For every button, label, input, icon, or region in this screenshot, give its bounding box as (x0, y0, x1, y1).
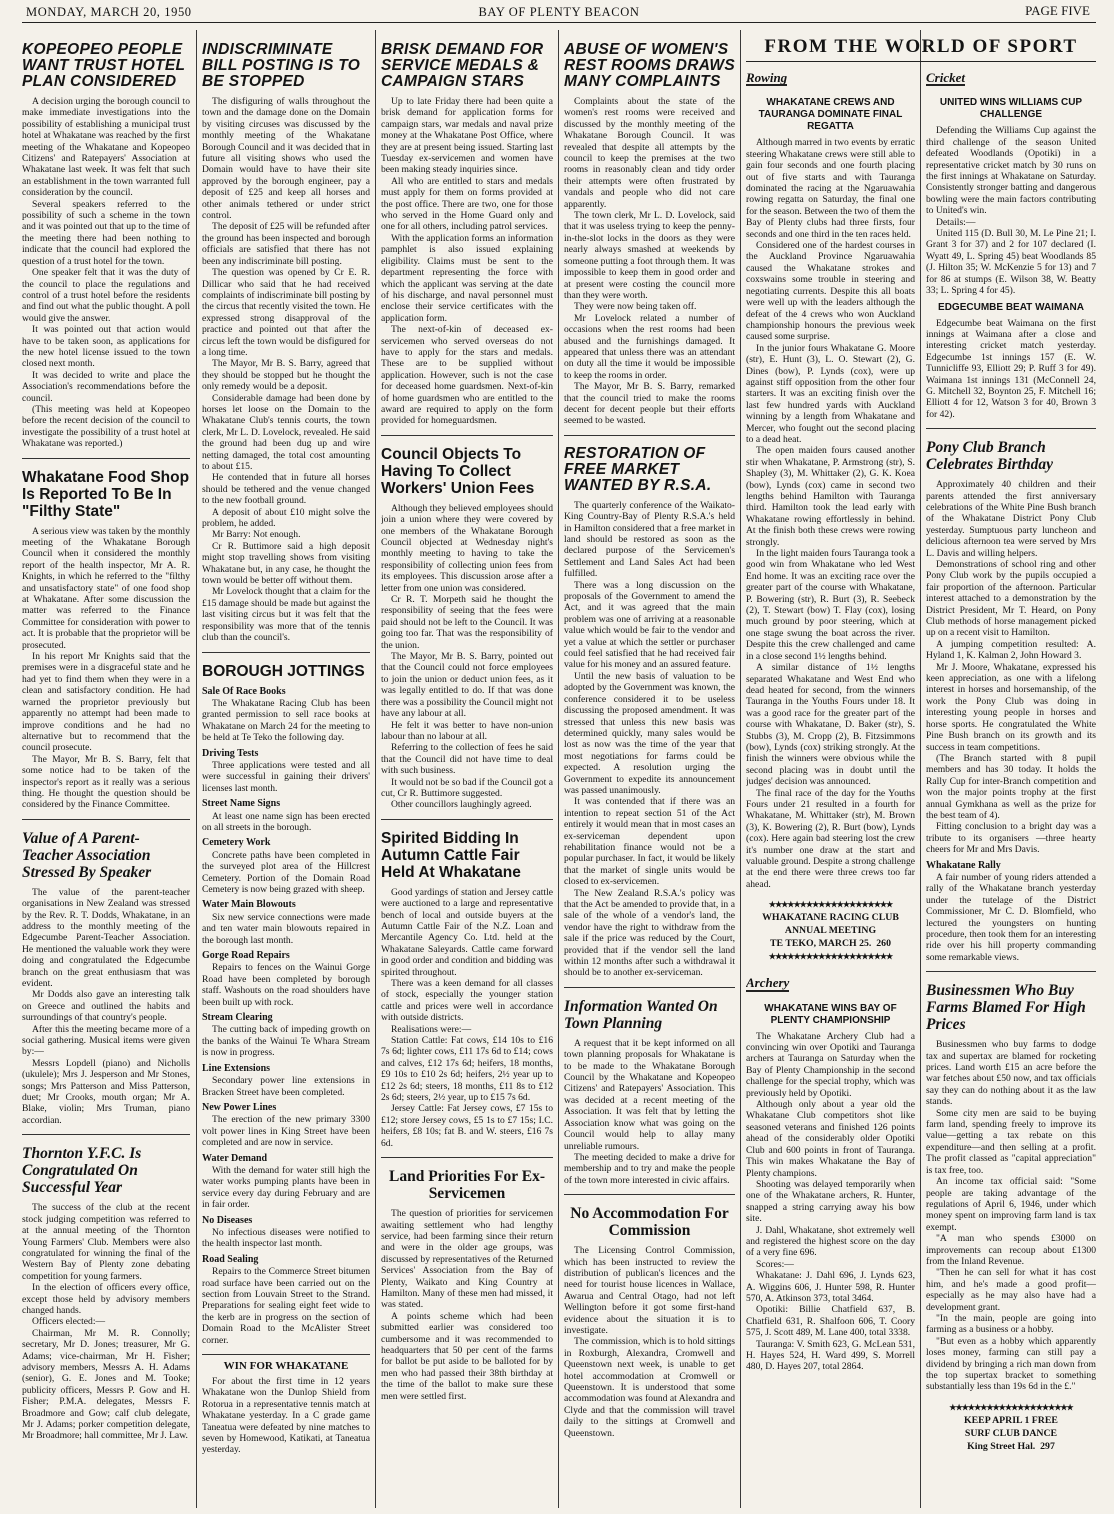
headline-williams-cup: UNITED WINS WILLIAMS CUP CHALLENGE (939, 97, 1083, 121)
divider (564, 435, 735, 436)
article-paragraph: "Then he can sell for what it has cost him, and he's made a good profit—especially as he may also have had a development grant. (926, 1267, 1096, 1313)
article-paragraph: A request that it be kept informed on all town planning proposals for Whakatane is to be made to the Whakatane Borough Council by the Whakatane and Kopeopeo Citizens' and Ratepayers' Association. This was decided at a recent meeting of the Association. It was felt that by letting the Association know what was going on the Council would help to allay many unreliable rumours. (564, 1037, 735, 1152)
advert-line: KEEP APRIL 1 FREE (964, 1414, 1058, 1426)
subhead: Sale Of Race Books (202, 685, 286, 697)
article-paragraph: Some city men are said to be buying farm land, spending freely to improve its value—getting a tax rebate on this expenditure—and then selling at a profit. The profit classed as "capital appreciation" is tax free, too. (926, 1107, 1096, 1176)
ornament-stars: ★★★★★★★★★★★★★★★★★★★★ (768, 952, 893, 962)
divider (202, 652, 370, 653)
article-paragraph: The quarterly conference of the Waikato-King Country-Bay of Plenty R.S.A.'s held in Hamilton considered that a free market in land should be restored as soon as the declared purpose of the Servicemen's Settlement and Land Sales Act had been fulfilled. (564, 499, 735, 580)
article-paragraph: The deposit of £25 will be refunded after the ground has been inspected and borough officials are satisfied that there has not been any indiscriminate bill posting. (202, 221, 370, 267)
subhead: Cemetery Work (202, 837, 271, 849)
ornament-stars: ★★★★★★★★★★★★★★★★★★★★ (768, 900, 893, 910)
headline-borough-jottings: BOROUGH JOTTINGS (202, 662, 365, 680)
article-paragraph: The Mayor, Mr B. S. Barry, remarked that the council tried to make the rooms decent for decent people but their efforts seemed to be wasted. (564, 381, 735, 427)
article-paragraph: (The Branch started with 8 pupil members and has 30 today. It holds the Rally Cup for inter-Branch competition and won the major points trophy at the first annual Gymkhana as well as the prize for the best team of 4). (926, 752, 1096, 821)
headline-pony-club: Pony Club Branch Celebrates Birthday (926, 439, 1054, 474)
section-rowing: Rowing (746, 70, 788, 85)
article-paragraph: J. Dahl, Whakatane, shot extremely well and registered the highest score on the day of a very fine 696. (746, 1224, 915, 1259)
article-paragraph: (This meeting was held at Kopeopeo before the recent decision of the council to investigate the possibility of a trust hotel at Whakatane was reported.) (22, 403, 190, 450)
article-paragraph: A similar distance of 1½ lengths separated Whakatane and West End who dead heated for second, from the winners Tauranga in the Youths Fours under 18. It was a good race for the greater part of the course with Whakatane, D. Baker (str), S. Stubbs (3), M. Cropp (2), B. Fitzsimmons (bow), Lynds (cox) striking strongly. At the finish the winners were obvious while the second placing was in doubt until the judges' decision was announced. (746, 662, 915, 788)
advert-line: WHAKATANE RACING CLUB (762, 912, 899, 924)
article-paragraph: There was a long discussion on the proposals of the Government to amend the Act, and it was agreed that the main problem was one of arriving at a reasonable value which would be fair to the vendor and yet a value at which the settler or purchaser could feel satisfied that he had received fair value for his money and an assured feature. (564, 579, 735, 671)
headline-parent-teacher: Value of A Parent-Teacher Association Stressed By Speaker (22, 829, 152, 881)
article-paragraph: In his report Mr Knights said that the premises were in a disgraceful state and he had yet to find them when they were in a clean and satisfactory condition. He had warned the proprietor previously but apparently no attempt had been made to improve conditions and he had no alternative but to recommend that the council prosecute. (22, 651, 190, 754)
article-paragraph: In the light maiden fours Tauranga took a good win from Whakatane who led West End home. It was an exciting race over the greater part of the course with Whakatane, P. Bowering (str), R. Burt (3), R. Seebeck (2), T. Stewart (bow) T. Flay (cox), losing much ground by poor steering, which at one stage swung the boat across the river. Despite this the crew challenged and came in a close second 1½ lengths behind. (746, 548, 915, 662)
advert-line: SURF CLUB DANCE (964, 1427, 1058, 1439)
article-paragraph: Messrs Lopdell (piano) and Nicholls (ukulele); Mrs J. Jesperson and Mr Stones, songs; Mrs Patterson and Miss Patterson, duet; Mr Crooks, mouth organ; Mr A. Blake, violin; Mrs Truman, piano accordian. (22, 1057, 190, 1126)
article-paragraph: Three applications were tested and all were successful in gaining their drivers' licenses last month. (202, 759, 370, 794)
subhead: Water Main Blowouts (202, 899, 296, 911)
subhead: No Diseases (202, 1214, 253, 1226)
article-paragraph: Fitting conclusion to a bright day was a tribute to its organisers —three hearty cheers for Mr and Mrs Davis. (926, 821, 1096, 856)
racing-club-advert (746, 898, 915, 963)
article-paragraph: It was pointed out that action would have to be taken soon, as applications for the new hotel license issued to the town closed next month. (22, 324, 190, 370)
column-rule (920, 30, 921, 1508)
article-paragraph: "In the main, people are going into farming as a business or a hobby. (926, 1312, 1096, 1336)
article-paragraph: A jumping competition resulted: A. Hyland 1, K. Kalman 2, John Howard 3. (926, 638, 1096, 662)
article-paragraph: Several speakers referred to the possibility of such a scheme in the town and it was pointed out that up to the time of the meeting there had been nothing to indicate that the council had explored the question of a trust hotel for the town. (22, 198, 190, 267)
surf-club-advert (926, 1401, 1096, 1453)
column-rule (196, 30, 197, 1508)
article-paragraph: Considered one of the hardest courses in the Auckland Province Ngaruawahia caused the Whakatane strokes and coxswains some trouble in steering and negotiating currents. Despite this all boats were well up with the leaders although the defeat of the 4 crews who won Auckland championship honours the previous week caused some surprise. (746, 240, 915, 343)
subhead: Water Demand (202, 1152, 268, 1164)
article-paragraph: Repairs to the Commerce Street bitumen road surface have been carried out on the section from Louvain Street to the Strand. Preparations for sealing eight feet wide to the kerb are in progress on the section of Domain Road to the McAlister Street corner. (202, 1266, 370, 1346)
article-paragraph: "A man who spends £3000 on improvements can recoup about £1300 from the Inland Revenue. (926, 1233, 1096, 1267)
article-paragraph: It was contended that if there was an intention to repeat section 51 of the Act entirely it would mean that in most cases an ex-serviceman dependent upon rehabilitation finance would not be a popular purchaser. In fact, it would be likely that the market of single units would be closed to ex-servicemen. (564, 796, 735, 888)
article-paragraph: Defending the Williams Cup against the third challenge of the season United defeated Woodlands (Opotiki) in a representative cricket match by 30 runs on the first innings at Whakatane on Saturday. Consistently stronger batting and dangerous bowling were the main factors contributing to United's win. (926, 125, 1096, 217)
article-paragraph: The cutting back of impeding growth on the banks of the Wainui Te Whara Stream is now in progress. (202, 1024, 370, 1059)
article-paragraph: Details:— (936, 216, 976, 228)
article-paragraph: The question of priorities for servicemen awaiting settlement who had lengthy service, had been farming since their return and were in the older age groups, was discussed by representatives of the Returned Services' Association from the Bay of Plenty, Waikato and King Country at Hamilton. Many of these men had missed, it was stated. (381, 1208, 553, 1311)
divider (202, 1354, 370, 1355)
article-paragraph: "But even as a hobby which apparently loses money, farming can still pay a dividend by bringing a rich man down from the top supertax bracket to something substantially less than 19s 6d in the £." (926, 1335, 1096, 1393)
headline-thornton-yfc: Thornton Y.F.C. Is Congratulated On Successful Year (22, 1145, 142, 1197)
divider (564, 1194, 735, 1195)
article-paragraph: United 115 (D. Bull 30, M. Le Pine 21; I. Grant 3 for 37) and 2 for 107 declared (I. Wyatt 49, L. Spring 45) beat Woodlands 85 (J. Hilton 35; W. McKenzie 5 for 13) and 7 for 86 at stumps (E. Wilson 38, W. Beatty 33; L. Spring 4 for 45). (926, 228, 1096, 297)
article-paragraph: At least one name sign has been erected on all streets in the borough. (202, 810, 370, 833)
column-1 (22, 30, 190, 1510)
article-paragraph: The Mayor, Mr B. S. Barry, pointed out that the Council could not force employees to join the union or deduct union fees, as it was legally entitled to do. If that was done there was a possibility the Council might not have any labour at all. (381, 651, 553, 720)
advert-number: 297 (1040, 1440, 1055, 1452)
article-paragraph: A fair number of young riders attended a rally of the Whakatane branch yesterday under the tutelage of the District Commissioner, Mr C. D. Blomfield, who lectured the youngsters on hunting procedure, then took them for an interesting ride over his hill property commanding some remarkable views. (926, 871, 1096, 963)
headline-union-fees: Council Objects To Having To Collect Workers' Union Fees (381, 445, 535, 497)
subhead: Gorge Road Repairs (202, 950, 290, 962)
subhead: Stream Clearing (202, 1012, 273, 1024)
article-paragraph: A decision urging the borough council to make immediate investigations into the possibility of establishing a municipal trust hotel at Whakatane was reached by the first meeting of the Whakatane and Kopeopeo Citizens' and Ratepayers' Association at Whakatane last week. It was felt that such an establishment in the town warranted full consideration by the council. (22, 96, 190, 199)
article-paragraph: The final race of the day for the Youths Fours under 21 resulted in a fourth for Whakatane, M. Whittaker (str), M. Brown (3), K. Bowering (2), R. Burt (bow), Lynds (cox). Here again bad steering lost the crew it's number one draw at the start and valuable ground. Despite a strong challenge at the end there were three crews too far ahead. (746, 787, 915, 890)
divider (22, 819, 190, 820)
column-6 (926, 66, 1096, 1510)
article-paragraph: There was a keen demand for all classes of stock, especially the younger station cattle and prices were well in accordance with outside districts. (381, 978, 553, 1024)
column-5 (746, 66, 915, 1510)
divider (381, 819, 553, 820)
column-2 (202, 30, 370, 1510)
article-paragraph: No infectious diseases were notified to the health inspector last month. (202, 1226, 370, 1250)
article-paragraph: Jersey Cattle: Fat Jersey cows, £7 15s to £12; store Jersey cows, £5 1s to £7 15s; I.C. heifers, £8 10s; fat B. and W. steers, £16 7s 6d. (381, 1103, 553, 1149)
subhead: Driving Tests (202, 747, 259, 759)
article-paragraph: Whakatane: J. Dahl 696, J. Lynds 623, A. Wiggins 606, J. Hunter 598, R. Hunter 570, A. Atkinson 373, total 3464. (746, 1270, 915, 1304)
article-paragraph: One speaker felt that it was the duty of the council to place the regulations and control of a trust hotel before the residents and find out what the public thought. A poll would give the answer. (22, 267, 190, 324)
sport-banner-title: FROM THE WORLD OF SPORT (764, 36, 1078, 57)
article-paragraph: With the application forms an information pamphlet is also issued explaining eligibility. Claims must be sent to the department representing the force with which the applicant was serving at the date of his discharge, and naval personnel must enclose their service certificates with the application form. (381, 232, 553, 324)
article-paragraph: Edgecumbe beat Waimana on the first innings at Waimana after a close and interesting cricket match yesterday. Edgecumbe 1st innings 157 (E. W. Tunnicliffe 93, Elliott 29; P. Ruff 3 for 49). Waimana 1st innings 131 (McConnell 24, G. Mitchell 32, Boynton 25, F. Mitchell 16; Elliott 4 for 12, Watson 3 for 40, Brown 3 for 42). (926, 317, 1096, 420)
headline-service-medals: BRISK DEMAND FOR SERVICE MEDALS & CAMPAIGN STARS (381, 41, 544, 90)
article-paragraph: For about the first time in 12 years Whakatane won the Dunlop Shield from Rotorua in a representative tennis match at Whakatane yesterday. In a C grade game Taneatua were defeated by nine matches to seven by Homewood, Katikati, at Taneatua yesterday. (202, 1376, 370, 1456)
article-paragraph: The open maiden fours caused another stir when Whakatane, P. Armstrong (str), S. Shapley (3), M. Whittaker (2), G. K. Koea (bow), Lynds (cox) came in second two lengths behind Hamilton with Tauranga third. Hamilton took the lead early with Whakatane rowing effortlessly in behind. At the finish both these crews were rowing strongly. (746, 445, 915, 548)
article-paragraph: The value of the parent-teacher organisations in New Zealand was stressed by the Rev. R. T. Dodds, Whakatane, in an address to the monthly meeting of the Edgecumbe Parent-Teacher Association. He mentioned the valuable work they were doing and congratulated the Edgecumbe branch on the great enthusiasm that was evident. (22, 886, 190, 989)
headline-rest-rooms: ABUSE OF WOMEN'S REST ROOMS DRAWS MANY COMPLAINTS (564, 41, 735, 90)
article-paragraph: The Mayor, Mr B. S. Barry, agreed that they should be stopped but he thought the only remedy would be a deposit. (202, 358, 370, 393)
headline-no-accommodation: No Accommodation For Commission (570, 1205, 729, 1240)
column-rule (740, 30, 741, 1508)
article-paragraph: After this the meeting became more of a social gathering. Musical items were given by:— (22, 1023, 190, 1058)
headline-rowing-regatta: WHAKATANE CREWS AND TAURANGA DOMINATE FINAL REGATTA (758, 97, 903, 133)
subhead: Line Extensions (202, 1062, 271, 1074)
article-paragraph: The erection of the new primary 3300 volt power lines in King Street have been completed and are now in service. (202, 1114, 370, 1149)
article-paragraph: The Mayor, Mr B. S. Barry, felt that some notice had to be taken of the inspector's report as it really was a serious thing. He thought the question should be considered by the Finance Committee. (22, 753, 190, 811)
article-paragraph: A serious view was taken by the monthly meeting of the Whakatane Borough Council when it considered the monthly report of the health inspector, Mr A. R. Knights, in which he referred to the "filthy and unsatisfactory state" of one food shop at Whakatane. After some discussion the matter was referred to the Finance Committee for consideration with power to act. It is probable that the proprietor will be prosecuted. (22, 525, 190, 651)
article-paragraph: Good yardings of station and Jersey cattle were auctioned to a large and representative bench of local and outside buyers at the Autumn Cattle Fair of the N.Z. Loan and Mercantile Agency Co. Ltd. held at the Whakatane Saleyards. Cattle came forward in good order and condition and bidding was spirited throughout. (381, 886, 553, 978)
article-paragraph: Mr Lovelock thought that a claim for the £15 damage should be made but against the last visiting circus but it was felt that the responsibility was more that of the tennis club than the council's. (202, 586, 370, 644)
article-paragraph: He felt it was better to have non-union labour than no labour at all. (381, 719, 553, 742)
article-paragraph: Chairman, Mr M. R. Connolly; secretary, Mr D. Jones; treasurer, Mr G. Adams; vice-chairman, Mr H. Fisher; advisory members, Messrs A. H. Adams (senior), G. E. Jones and M. Tooke; publicity officers, Messrs P. Gow and H. Fisher; P.M.A. delegates, Messrs F. Broadmore and Gow; calf club delegate, Mr J. Adams; porker competition delegate, Mr Broadmore; hall committee, Mr J. Law. (22, 1327, 190, 1442)
article-paragraph: Tauranga: V. Smith 623, G. McLean 531, H. Hayes 524, H. Ward 499, S. Morrell 480, D. Hayes 207, total 2864. (746, 1338, 915, 1373)
headline-edgecumbe: EDGECUMBE BEAT WAIMANA (938, 301, 1084, 313)
divider (564, 987, 735, 988)
article-paragraph: The meeting decided to make a drive for membership and to try and make the people of the town more interested in civic affairs. (564, 1151, 735, 1186)
section-cricket: Cricket (926, 70, 965, 85)
article-paragraph: With the demand for water still high the water works pumping plants have been in service every day during February and are in fair order. (202, 1164, 370, 1211)
article-paragraph: Complaints about the state of the women's rest rooms were received and discussed by the monthly meeting of the Whakatane Borough Council. It was revealed that despite all attempts by the council to keep the premises at the two rooms in reasonably clean and tidy order their attempts were often frustrated by vandals and people who did not care apparently. (564, 96, 735, 210)
article-paragraph: Repairs to fences on the Wainui Gorge Road have been completed by borough staff. Washouts on the road shoulders have been built up with rock. (202, 962, 370, 1008)
paper-name: BAY OF PLENTY BEACON (478, 5, 640, 19)
subhead: New Power Lines (202, 1101, 277, 1113)
article-paragraph: All who are entitled to stars and medals must apply for them on forms provided at the post office. There are two, one for those who served in the Home Guard only and one for all others, including patrol services. (381, 175, 553, 233)
article-paragraph: The next-of-kin of deceased ex-servicemen who served overseas do not have to apply for the stars and medals. These are to be supplied without application. However, such is not the case for deceased home guardsmen. Next-of-kin of home guardsmen who are entitled to the award are required to apply on the form provided for homeguardsmen. (381, 324, 553, 427)
article-paragraph: Officers elected:— (32, 1316, 106, 1328)
article-paragraph: A points scheme which had been submitted earlier was considered too cumbersome and it was recommended to headquarters that 50 per cent of the farms for ballot be put aside to be balloted for by men who had passed their 38th birthday at the time of the ballot to make sure these men were settled first. (381, 1310, 553, 1402)
masthead (22, 0, 1096, 23)
article-paragraph: In the election of officers every office, except those held by advisory members changed hands. (22, 1282, 190, 1316)
article-paragraph: Shooting was delayed temporarily when one of the Whakatane archers, R. Hunter, snapped a string carrying away his bow site. (746, 1178, 915, 1225)
headline-free-market: RESTORATION OF FREE MARKET WANTED BY R.S.A. (564, 444, 712, 494)
article-paragraph: Considerable damage had been done by horses let loose on the Domain to the Whakatane Club's tennis courts, the town clerk, Mr L. D. Lovelock, revealed. He said the ground had been dug up and wire netting damaged, the total cost amounting to about £15. (202, 392, 370, 472)
column-rule (558, 30, 559, 1508)
article-paragraph: Mr Barry: Not enough. (212, 529, 301, 541)
headline-trust-hotel: KOPEOPEO PEOPLE WANT TRUST HOTEL PLAN CONSIDERED (22, 41, 185, 90)
article-paragraph: Station Cattle: Fat cows, £14 10s to £16 7s 6d; lighter cows, £11 17s 6d to £14; cows and calves, £12 17s 6d; heifers, 18 months, £9 10s to £10 2s 6d; heifers, 2½ year up to £12 2s 6d; steers, 18 months, £11 8s to £12 2s 6d; steers, 2½ year, up to £15 7s 6d. (381, 1035, 553, 1104)
article-paragraph: The commission, which is to hold sittings in Roxburgh, Alexandra, Cromwell and Queenstown next week, is unable to get hotel accommodation at Cromwell or Queenstown. It is understood that some accommodation was found at Alexandra and Clyde and that the commission will travel daily to the sittings at Cromwell and Queenstown. (564, 1336, 735, 1439)
advert-line: King Street Hal. (967, 1440, 1036, 1452)
article-paragraph: The New Zealand R.S.A.'s policy was that the Act be amended to provide that, in a sale of the whole of a vendor's land, the vendor have the right to withdraw from the sale if the price was reduced by the Court, provided that if the vendor sell the land within 12 months after such a withdrawal it should be to another ex-serviceman. (564, 887, 735, 979)
article-paragraph: Secondary power line extensions in Bracken Street have been completed. (202, 1075, 370, 1098)
article-paragraph: Up to late Friday there had been quite a brisk demand for application forms for campaign stars, war medals and naval prize money at the Whakatane Post Office, where they are at present being issued. Starting last Tuesday ex-servicemen and women have been making steady inquiries since. (381, 96, 553, 176)
article-paragraph: An income tax official said: "Some people are taking advantage of the regulations of April 6, 1946, under which money spent on improving farm land is tax exempt. (926, 1176, 1096, 1233)
column-3 (381, 30, 553, 1510)
issue-date: MONDAY, MARCH 20, 1950 (26, 5, 192, 19)
section-archery: Archery (746, 975, 790, 991)
article-paragraph: He contended that in future all horses should be tethered and the venue changed to the new football ground. (202, 472, 370, 507)
subhead: Road Sealing (202, 1253, 259, 1265)
article-paragraph: The town clerk, Mr L. D. Lovelock, said that it was useless trying to keep the penny-in-the-slot locks in the doors as they were nearly always smashed at weekends by someone putting a foot through them. It was impossible to keep them in good order and at present were costing the council more than they were worth. (564, 210, 735, 301)
article-paragraph: Approximately 40 children and their parents attended the first anniversary celebrations of the White Pine Bush branch of the Whakatane District Pony Club yesterday. Sumptuous party luncheon and delicious afternoon tea were served by Mrs L. Davis and willing helpers. (926, 479, 1096, 559)
headline-land-priorities: Land Priorities For Ex-Servicemen (389, 1168, 545, 1203)
article-paragraph: Mr Lovelock related a number of occasions when the rest rooms had been abused and the furnishings damaged. It appeared that unless there was an attendant on duty all the time it would be impossible to keep the rooms in order. (564, 312, 735, 381)
article-paragraph: Six new service connections were made and ten water main blowouts repaired in the borough last month. (202, 911, 370, 946)
headline-cattle-fair: Spirited Bidding In Autumn Cattle Fair Held At Whakatane (381, 829, 521, 881)
divider (926, 428, 1096, 429)
article-paragraph: Scores:— (756, 1258, 794, 1270)
divider (22, 1134, 190, 1135)
article-paragraph: The success of the club at the recent stock judging competition was referred to at the annual meeting of the Thornton Young Farmers' Club. Members were also congratulated for winning the final of the Western Bay of Plenty zone debating competition for young farmers. (22, 1202, 190, 1282)
article-paragraph: Cr R. T. Morpeth said he thought the responsibility of seeing that the fees were paid should not be left to the Council. It was going too far. That was the responsibility of the union. (381, 594, 553, 651)
subhead: Street Name Signs (202, 798, 281, 810)
article-paragraph: Other councillors laughingly agreed. (391, 799, 532, 811)
article-paragraph: They were now being taken off. (574, 301, 697, 313)
article-paragraph: It was decided to write and place the Association's recommendations before the council. (22, 369, 190, 404)
advert-line: ANNUAL MEETING (784, 925, 877, 937)
divider (381, 435, 553, 436)
article-paragraph: Referring to the collection of fees he said that the Council did not have time to deal with such business. (381, 742, 553, 777)
subhead: Whakatane Rally (926, 859, 1001, 871)
article-paragraph: It would not be so bad if the Council got a cut, Cr R. Buttimore suggested. (381, 776, 553, 799)
article-paragraph: The Licensing Control Commission, which has been instructed to review the distribution of publican's licences and the need for tourist house licences in Wallace, Awarua and Central Otago, had not left Wellington before it got some first-hand evidence about the situation it is to investigate. (564, 1245, 735, 1336)
article-paragraph: Although they believed employees should join a union where they were covered by one members of the Whakatane Borough Council objected at Wednesday night's monthly meeting to having to take the responsibility of collecting union fees from its employees. This discussion arose after a letter from one union was considered. (381, 502, 553, 594)
article-paragraph: The disfiguring of walls throughout the town and the damage done on the Domain by visiting circuses was discussed by the monthly meeting of the Whakatane Borough Council and it was decided that in future all visiting shows who used the Domain would have to have their site approved by the borough engineer, pay a deposit of £25 and keep all horses and other animals tethered or under strict control. (202, 96, 370, 222)
article-paragraph: Realisations were:— (391, 1023, 472, 1035)
advert-number: 260 (876, 938, 891, 950)
ornament-stars: ★★★★★★★★★★★★★★★★★★★★ (949, 1402, 1073, 1412)
article-paragraph: Until the new basis of valuation to be adopted by the Government was known, the conference considered it to be useless discussing the proposed amendment. It was stressed that unless this new basis was determined quickly, many sales would be lost as now was the time of the year that most negotiations for farms could be expected. A resolution urging the Government to expedite its announcement was passed unanimously. (564, 670, 735, 796)
column-rule (375, 30, 376, 1508)
headline-archery: WHAKATANE WINS BAY OF PLENTY CHAMPIONSHIP (764, 1002, 897, 1026)
sport-banner (746, 36, 1096, 62)
page-number: PAGE FIVE (1025, 3, 1090, 18)
article-paragraph: Although only about a year old the Whakatane Club competitors shot like seasoned veterans and finished 126 points ahead of the considerably older Opotiki Club and 600 points in front of Tauranga. This win makes Whakatane the Bay of Plenty champions. (746, 1099, 915, 1179)
article-paragraph: Cr R. Buttimore said a high deposit might stop travelling shows from visiting Whakatane but, in any case, he thought the town would be better off without them. (202, 540, 370, 587)
article-paragraph: Mr Dodds also gave an interesting talk on Greece and outlined the habits and surroundings of that country's people. (22, 989, 190, 1024)
article-paragraph: The Whakatane Racing Club has been granted permission to sell race books at Whakatane on March 24 for the meeting to be held at Te Teko the following day. (202, 697, 370, 744)
headline-win-for-whakatane: WIN FOR WHAKATANE (223, 1360, 349, 1373)
article-paragraph: Opotiki: Billie Chatfield 637, B. Chatfield 631, R. Shalfoon 606, T. Coory 575, J. Scott 489, M. Lane 400, total 3338. (746, 1304, 915, 1339)
headline-businessmen-farms: Businessmen Who Buy Farms Blamed For High Prices (926, 982, 1086, 1034)
article-paragraph: The question was opened by Cr E. R. Dillicar who said that he had received complaints of indiscriminate bill posting by the circus that recently visited the town. He expressed strong disapproval of the practice and pointed out that after the circus left the town would be disfigured for a long time. (202, 267, 370, 358)
headline-food-shop: Whakatane Food Shop Is Reported To Be In "Filthy State" (22, 468, 190, 520)
column-4 (564, 30, 735, 1510)
headline-town-planning: Information Wanted On Town Planning (564, 997, 718, 1032)
article-paragraph: Concrete paths have been completed in the surveyed plot area of the Hillcrest Cemetery. Portion of the Domain Road Cemetery is now being grazed with sheep. (202, 849, 370, 895)
divider (381, 1157, 553, 1158)
advert-line (926, 1440, 1096, 1453)
divider (22, 458, 190, 459)
article-paragraph: In the junior fours Whakatane G. Moore (str), E. Hunt (3), L. O. Stewart (2), G. Dines (bow), P. Lynds (cox), were up against stiff opposition from the other four starters. It was an exciting finish over the last few hundred yards with Auckland winning by a length from Whakatane and Mercer, who fought out the second placing to a dead heat. (746, 342, 915, 445)
article-paragraph: The Whakatane Archery Club had a convincing win over Opotiki and Tauranga archers at Tauranga on Saturday when the Bay of Plenty Championship in the second challenge for the special trophy, which was previously held by Opotiki. (746, 1030, 915, 1099)
article-paragraph: Although marred in two events by erratic steering Whakatane crews were still able to gain four seconds and one fourth placing out of five starts and with Tauranga dominated the racing at the Ngaruawahia rowing regatta on Saturday, the final one for the season. Between the two of them the Bay of Plenty clubs had three firsts, four seconds and one third in the ten races held. (746, 137, 915, 240)
article-paragraph: Mr J. Moore, Whakatane, expressed his keen appreciation, as one with a lifelong interest in horses and horsemanship, of the work the Pony Club was doing in interesting young people in horses and horse sports. He congratulated the White Pine Bush branch on its growth and its success in team competitions. (926, 661, 1096, 753)
article-paragraph: A deposit of about £10 might solve the problem, he added. (202, 506, 370, 530)
divider (926, 971, 1096, 972)
headline-bill-posting: INDISCRIMINATE BILL POSTING IS TO BE STOPPED (202, 41, 361, 90)
article-paragraph: Demonstrations of school ring and other Pony Club work by the pupils occupied a fair proportion of the afternoon. Particular interest attached to a demonstration by the District President, Mr T. Heard, on Pony Club methods of horse management picked up on a recent visit to Hamilton. (926, 559, 1096, 639)
article-paragraph: Businessmen who buy farms to dodge tax and supertax are blamed for rocketing prices. Land worth £15 an acre before the war fetches about £50 now, and tax officials say they can do nothing about it as the law stands. (926, 1039, 1096, 1108)
advert-line (746, 937, 915, 950)
advert-line: TE TEKO, MARCH 25. (770, 938, 872, 950)
